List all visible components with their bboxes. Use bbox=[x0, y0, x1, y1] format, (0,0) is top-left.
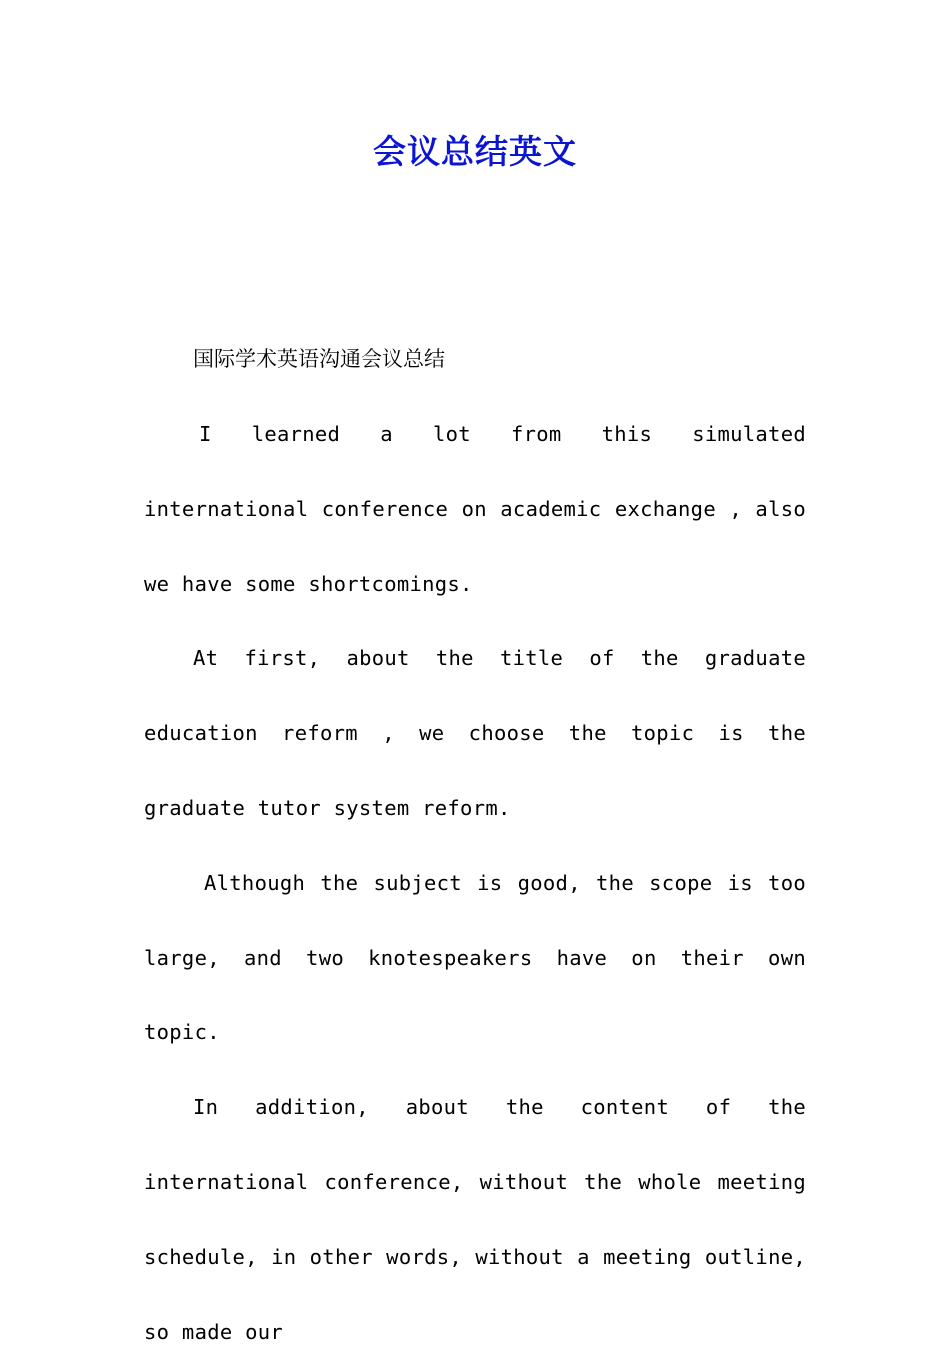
paragraph-4: In addition, about the content of the international conference, without the whole meeting schedule, in other words, without a meeting outline, so made our bbox=[144, 1095, 806, 1344]
document-subtitle: 国际学术英语沟通会议总结 bbox=[193, 347, 445, 371]
paragraph-2: At first, about the title of the graduate education reform , we choose the topic is the graduate tutor system reform. bbox=[144, 646, 806, 820]
paragraph-1: I learned a lot from this simulated international conference on academic exchange , also we have some shortcomings. bbox=[144, 422, 806, 596]
paragraph-3: Although the subject is good, the scope is too large, and two knotespeakers have on their own topic. bbox=[144, 870, 806, 1045]
document-body bbox=[144, 397, 806, 1369]
document-title: 会议总结英文 bbox=[373, 132, 577, 171]
